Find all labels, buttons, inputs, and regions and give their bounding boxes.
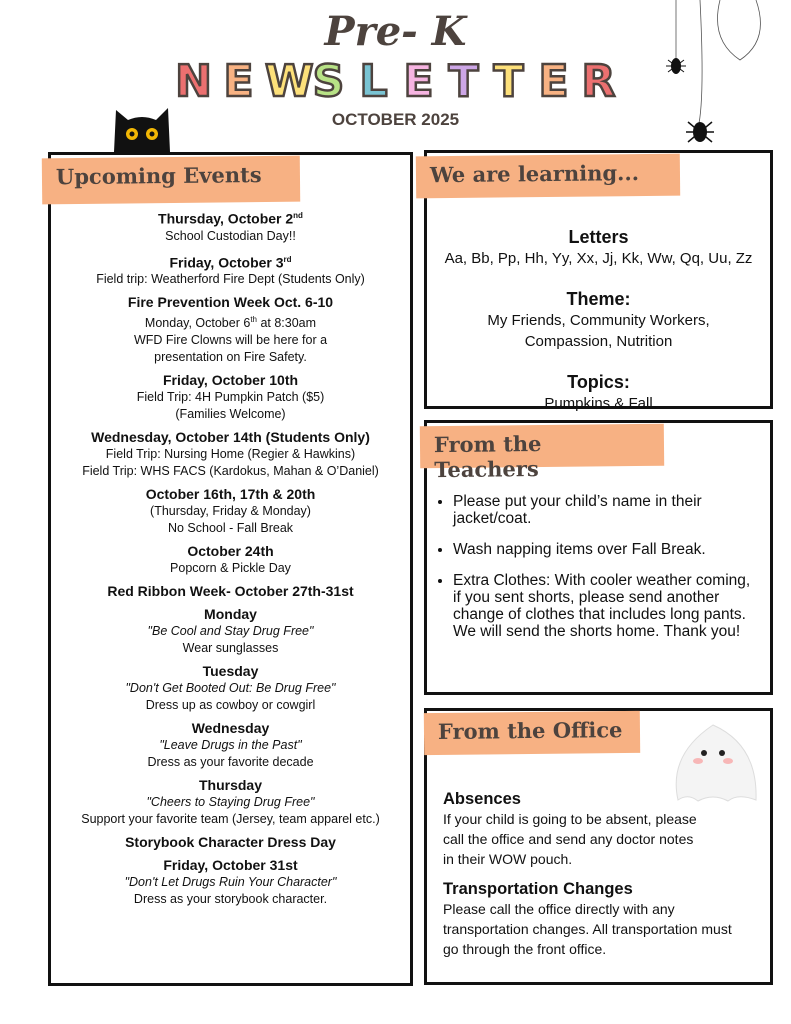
event-line: Field Trip: WHS FACS (Kardokus, Mahan & O’Daniel) (82, 464, 379, 479)
title-pre-k: Pre- K (324, 8, 467, 55)
event-heading-text: Red Ribbon Week- October 27th-31st (107, 583, 354, 600)
title-letter: E (538, 56, 569, 107)
event-line: (Families Welcome) (175, 407, 286, 422)
event-quote: "Be Cool and Stay Drug Free" (147, 624, 314, 639)
event-line: Popcorn & Pickle Day (170, 561, 291, 576)
transportation-heading: Transportation Changes (443, 880, 633, 898)
event-line-sup: th (250, 315, 257, 325)
event-heading (51, 372, 410, 389)
spider-icon (660, 0, 780, 150)
absences-heading: Absences (443, 790, 521, 808)
theme-line-1: My Friends, Community Workers, (487, 312, 710, 329)
topics-text: Pumpkins & Fall (544, 395, 653, 412)
event-heading (51, 486, 410, 503)
event-heading-text: Fire Prevention Week Oct. 6-10 (127, 294, 334, 311)
title-letter: L (359, 56, 388, 107)
event-heading-text: Thursday (198, 777, 262, 794)
event-line: Field Trip: 4H Pumpkin Patch ($5) (136, 390, 325, 405)
event-heading-sup: rd (283, 254, 292, 264)
event-line: School Custodian Day!! (165, 228, 296, 243)
letters-heading: Letters (568, 227, 629, 247)
event-line-part: at 8:30am (256, 316, 317, 331)
ghost-icon (668, 715, 763, 805)
topics-heading: Topics: (567, 372, 630, 392)
letters-text: Aa, Bb, Pp, Hh, Yy, Xx, Jj, Kk, Ww, Qq, Uu, Zz (444, 250, 753, 267)
event-heading-text: Thursday, October 2 (158, 210, 294, 227)
event-heading (51, 543, 410, 560)
event-line: Dress as your favorite decade (147, 755, 314, 770)
teachers-title: From the Teachers (420, 424, 664, 469)
theme-line-2: Compassion, Nutrition (524, 333, 673, 350)
event-heading (51, 663, 410, 680)
event-heading-text: Tuesday (202, 663, 259, 680)
event-heading (51, 251, 410, 272)
event-heading-text: Wednesday (191, 720, 270, 737)
title-letter: T (448, 56, 479, 107)
event-line: Field Trip: Nursing Home (Regier & Hawkins) (105, 447, 356, 462)
event-heading-text: Storybook Character Dress Day (125, 834, 336, 851)
event-heading (51, 207, 410, 228)
event-line: Field trip: Weatherford Fire Dept (Students Only) (96, 272, 365, 287)
learning-title: We are learning... (416, 154, 680, 199)
upcoming-events-title: Upcoming Events (42, 156, 300, 205)
event-heading-sup: nd (293, 211, 303, 220)
event-heading (51, 834, 410, 851)
event-line: Wear sunglasses (182, 641, 279, 656)
event-quote: "Cheers to Staying Drug Free" (146, 795, 315, 810)
event-heading (51, 720, 410, 737)
event-line: Support your favorite team (Jersey, team apparel etc.) (81, 812, 380, 827)
event-quote: "Don't Let Drugs Ruin Your Character" (124, 875, 337, 890)
teacher-note: • Wash napping items over Fall Break. (453, 541, 756, 558)
event-line: No School - Fall Break (167, 521, 294, 536)
event-heading (51, 429, 410, 446)
event-heading-text: Monday (204, 606, 257, 623)
teacher-note: • Extra Clothes: With cooler weather coming, if you sent shorts, please send another change of clothes that includes long pants. We will send the shorts home. Thank you! (453, 572, 756, 640)
event-line: WFD Fire Clowns will be here for a (133, 333, 328, 348)
title-letter: R (581, 56, 616, 107)
event-quote: "Leave Drugs in the Past" (159, 738, 302, 753)
event-line: Dress up as cowboy or cowgirl (145, 698, 316, 713)
title-letter: T (493, 56, 524, 107)
office-title: From the Office (424, 711, 640, 755)
event-heading (51, 606, 410, 623)
absences-text: If your child is going to be absent, please call the office and send any doctor notes in their WOW pouch. (443, 811, 697, 867)
event-heading-2: Friday, October 31st (163, 857, 298, 874)
title-letter: S (312, 56, 345, 107)
event-heading (51, 777, 410, 794)
event-heading-text: October 24th (187, 543, 274, 560)
title-newsletter (175, 56, 617, 107)
theme-heading: Theme: (566, 289, 631, 309)
event-heading (51, 583, 410, 600)
event-line: (Thursday, Friday & Monday) (150, 504, 311, 519)
event-line: presentation on Fire Safety. (154, 350, 307, 365)
event-line (51, 311, 410, 332)
event-line: Dress as your storybook character. (133, 892, 328, 907)
black-cat-icon (110, 104, 174, 152)
event-heading-text: October 16th, 17th & 20th (145, 486, 316, 503)
event-line-part: Monday, October 6 (144, 316, 251, 331)
event-heading-text: Friday, October 3 (169, 254, 284, 271)
event-heading-text: Friday, October 10th (162, 372, 299, 389)
event-quote: "Don't Get Booted Out: Be Drug Free" (125, 681, 336, 696)
title-letter: N (175, 56, 212, 107)
event-heading-text: Wednesday, October 14th (Students Only) (91, 429, 370, 446)
month-label: OCTOBER 2025 (331, 110, 460, 129)
title-letter: E (403, 56, 434, 107)
upcoming-events-panel (48, 152, 413, 986)
teacher-note: • Please put your child’s name in their jacket/coat. (453, 493, 756, 527)
title-letter: W (265, 56, 314, 107)
title-letter: E (223, 56, 254, 107)
transportation-text: Please call the office directly with any transportation changes. All transportation must go through the front office. (443, 901, 732, 957)
event-heading (51, 294, 410, 311)
